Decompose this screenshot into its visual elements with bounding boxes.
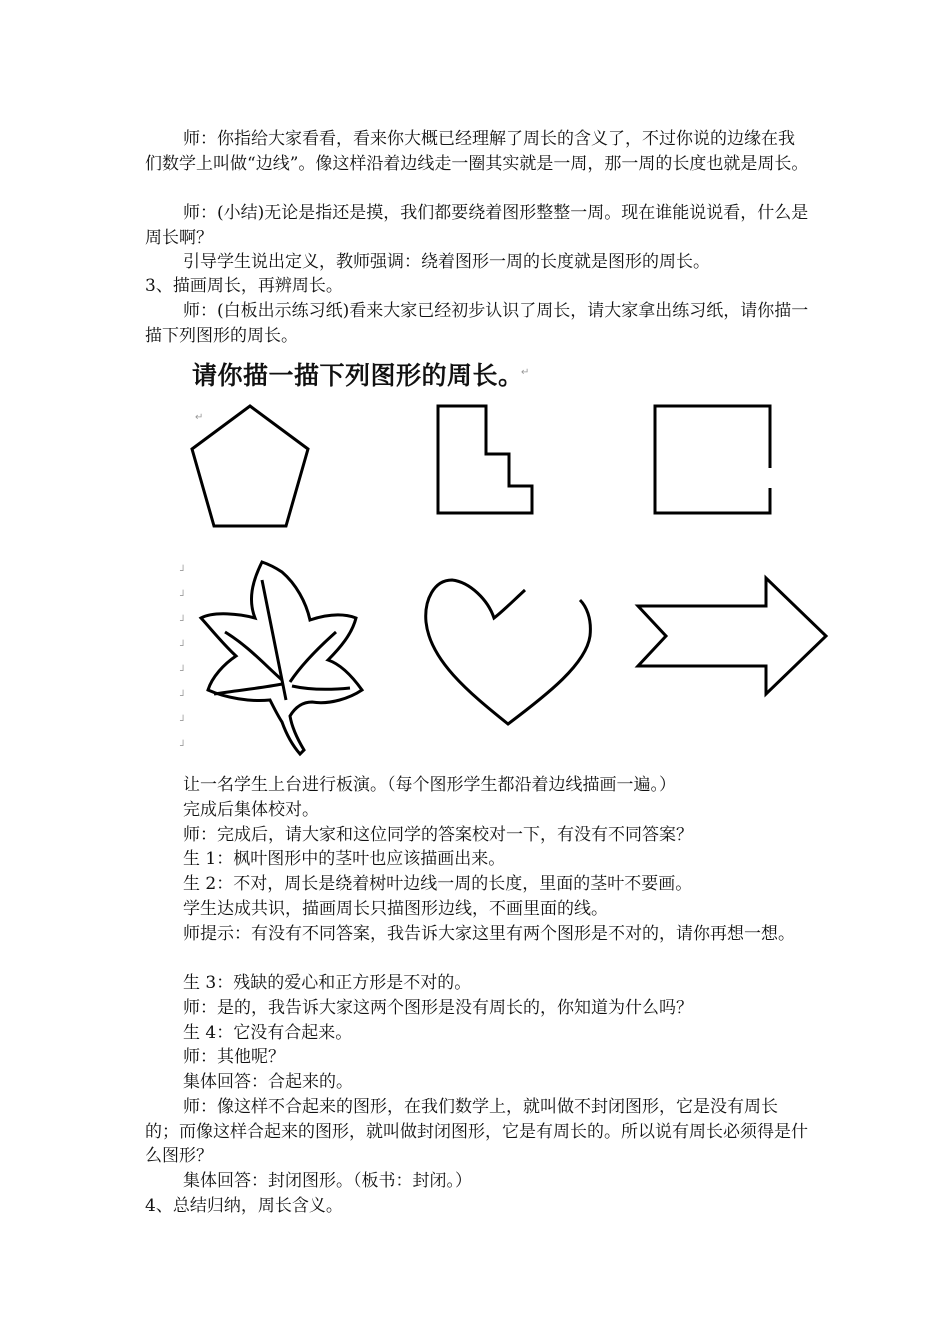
open-heart-icon <box>426 580 591 724</box>
paragraph-group-answer-1: 集体回答：合起来的。 <box>183 1072 353 1092</box>
line-mark: ┘ <box>180 591 187 602</box>
line-mark: ┘ <box>180 616 187 627</box>
maple-leaf-icon <box>201 562 362 754</box>
paragraph-definition: 引导学生说出定义，教师强调：绕着图形一周的长度就是图形的周长。 <box>183 252 710 272</box>
paragraph-board-demo: 让一名学生上台进行板演。（每个图形学生都沿着边线描画一遍。） <box>183 775 676 795</box>
paragraph-student-2: 生 2：不对，周长是绕着树叶边线一周的长度，里面的茎叶不要画。 <box>183 874 693 894</box>
paragraph-consensus: 学生达成共识，描画周长只描图形边线，不画里面的线。 <box>183 899 608 919</box>
paragraph-teacher-summary: 师：(小结)无论是指还是摸，我们都要绕着图形整整一周。现在谁能说说看，什么是周长啊？ <box>145 203 809 248</box>
paragraph-teacher-closed: 师：像这样不合起来的图形，在我们数学上，就叫做不封闭图形，它是没有周长的；而像这样合起来的图形，就叫做封闭图形，它是有周长的。所以说有周长必须得是什么图形？ <box>145 1097 808 1166</box>
paragraph-teacher-hint: 师提示：有没有不同答案，我告诉大家这里有两个图形是不对的，请你再想一想。 <box>183 924 795 944</box>
paragraph-teacher-other: 师：其他呢？ <box>183 1047 285 1067</box>
line-mark: ┘ <box>180 741 187 752</box>
paragraph-check: 完成后集体校对。 <box>183 800 319 820</box>
worksheet-shapes <box>0 380 950 760</box>
line-mark: ┘ <box>180 716 187 727</box>
return-mark: ↵ <box>521 367 530 378</box>
paragraph-student-1: 生 1：枫叶图形中的茎叶也应该描画出来。 <box>183 849 506 869</box>
section-heading-3: 3、描画周长，再辨周长。 <box>145 276 343 296</box>
pentagon-icon <box>192 406 308 526</box>
open-square-icon <box>655 406 770 513</box>
paragraph-teacher-why: 师：是的，我告诉大家这两个图形是没有周长的，你知道为什么吗？ <box>183 998 693 1018</box>
arrow-banner-icon <box>638 578 826 694</box>
return-mark: ↵ <box>195 412 204 423</box>
paragraph-student-4: 生 4：它没有合起来。 <box>183 1023 353 1043</box>
maple-leaf-veins-icon <box>214 580 350 700</box>
line-mark: ┘ <box>180 641 187 652</box>
paragraph-group-answer-2: 集体回答：封闭图形。（板书：封闭。） <box>183 1171 472 1191</box>
paragraph-whiteboard: 师：(白板出示练习纸)看来大家已经初步认识了周长，请大家拿出练习纸，请你描一描下列图形的周长。 <box>145 301 809 346</box>
section-heading-4: 4、总结归纳，周长含义。 <box>145 1196 343 1216</box>
staircase-icon <box>438 406 532 513</box>
worksheet-title: 请你描一描下列图形的周长。 <box>192 361 524 390</box>
paragraph-teacher-edge: 师：你指给大家看看，看来你大概已经理解了周长的含义了，不过你说的边缘在我们数学上叫做“边线”。像这样沿着边线走一圈其实就是一周，那一周的长度也就是周长。 <box>145 129 809 174</box>
paragraph-teacher-compare: 师：完成后，请大家和这位同学的答案校对一下，有没有不同答案？ <box>183 825 693 845</box>
line-mark: ┘ <box>180 691 187 702</box>
paragraph-student-3: 生 3：残缺的爱心和正方形是不对的。 <box>183 973 472 993</box>
line-mark: ┘ <box>180 566 187 577</box>
line-mark: ┘ <box>180 666 187 677</box>
